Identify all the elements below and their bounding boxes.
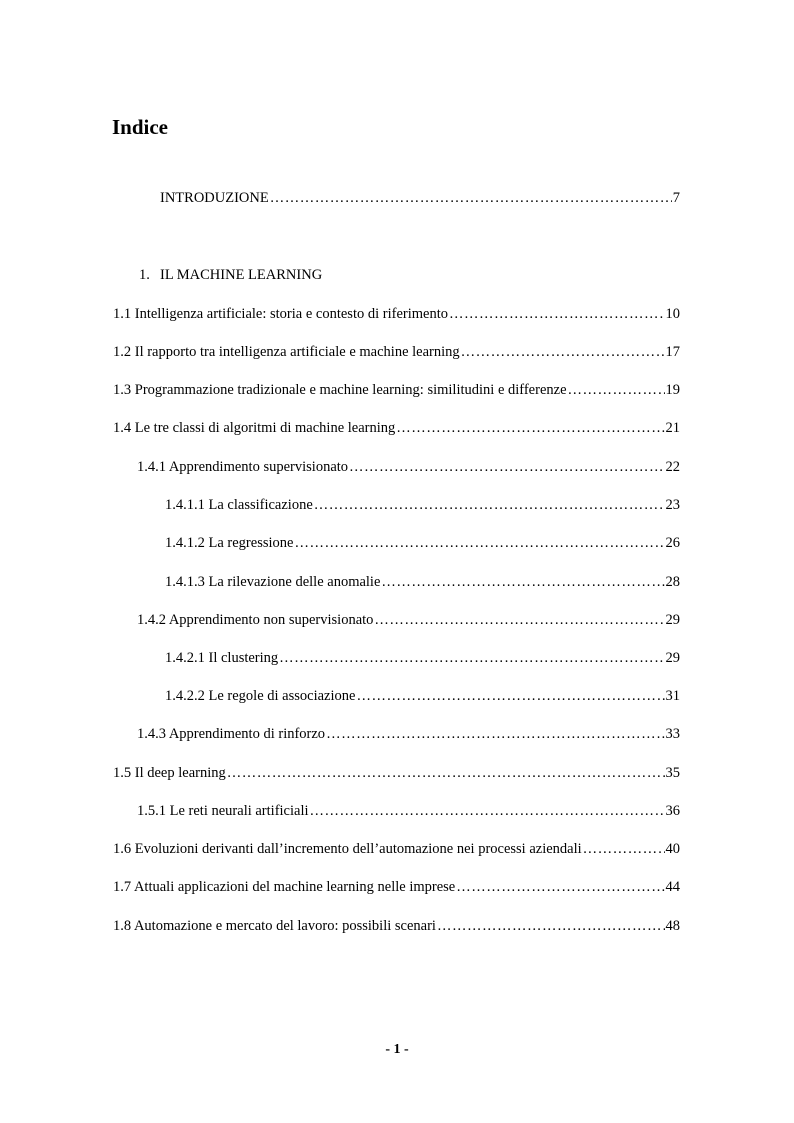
toc-entry-page: 23: [665, 497, 680, 513]
dot-leader: [583, 839, 665, 859]
toc-entry-1-1: [113, 304, 680, 324]
toc-entry-introduzione: [160, 188, 680, 208]
toc-entry-page: 19: [665, 382, 680, 398]
toc-entry-page: 36: [665, 803, 680, 819]
toc-entry-page: 35: [665, 765, 680, 781]
toc-entry-label: 1.4.1.1 La classificazione: [165, 497, 313, 513]
toc-entry-1-5: [113, 763, 680, 783]
toc-entry-label: 1.5 Il deep learning: [113, 765, 226, 781]
toc-entry-page: 28: [665, 574, 680, 590]
toc-entry-1-4-3: [137, 724, 680, 744]
page-title: Indice: [112, 115, 169, 139]
toc-entry-1-5-1: [137, 801, 680, 821]
toc-entry-page: 21: [665, 420, 680, 436]
toc-entry-page: 29: [665, 612, 680, 628]
dot-leader: [356, 686, 664, 706]
toc-entry-label: 1.4 Le tre classi di algoritmi di machine learning: [113, 420, 396, 436]
toc-entry-label: 1.4.3 Apprendimento di rinforzo: [137, 726, 326, 742]
dot-leader: [437, 916, 665, 936]
dot-leader: [326, 724, 664, 744]
toc-entry-label: 1.3 Programmazione tradizionale e machine learning: similitudini e differenze: [113, 382, 567, 398]
toc-entry-label: 1.4.1.3 La rilevazione delle anomalie: [165, 574, 381, 590]
chapter-title: IL MACHINE LEARNING: [160, 267, 323, 283]
page-number: - 1 -: [385, 1042, 409, 1057]
toc-entry-label: 1.2 Il rapporto tra intelligenza artificiale e machine learning: [113, 344, 460, 360]
toc-entry-label: 1.4.2.1 Il clustering: [165, 650, 279, 666]
dot-leader: [449, 304, 665, 324]
chapter-number: 1.: [139, 267, 150, 283]
dot-leader: [456, 877, 664, 897]
toc-entry-1-8: [113, 916, 680, 936]
toc-entry-page: 26: [665, 535, 680, 551]
toc-entry-1-4: [113, 418, 680, 438]
chapter-heading: [139, 265, 322, 285]
toc-entry-page: 44: [665, 879, 680, 895]
toc-entry-1-4-2-1: [165, 648, 680, 668]
toc-entry-page: 31: [665, 688, 680, 704]
dot-leader: [568, 380, 665, 400]
toc-entry-page: 33: [665, 726, 680, 742]
toc-entry-label: 1.1 Intelligenza artificiale: storia e contesto di riferimento: [113, 306, 448, 322]
toc-entry-label: 1.6 Evoluzioni derivanti dall’incremento dell’automazione nei processi aziendali: [113, 841, 582, 857]
toc-entry-1-4-1-3: [165, 572, 680, 592]
toc-entry-label: 1.4.1.2 La regressione: [165, 535, 294, 551]
toc-entry-page: 22: [665, 459, 680, 475]
toc-entry-1-4-2-2: [165, 686, 680, 706]
toc-entry-1-4-2: [137, 610, 680, 630]
dot-leader: [396, 418, 664, 438]
toc-entry-page: 29: [665, 650, 680, 666]
toc-entry-label: 1.7 Attuali applicazioni del machine learning nelle imprese: [113, 879, 456, 895]
toc-entry-1-3: [113, 380, 680, 400]
toc-entry-label: 1.5.1 Le reti neurali artificiali: [137, 803, 309, 819]
toc-entry-page: 48: [665, 918, 680, 934]
dot-leader: [270, 188, 672, 208]
dot-leader: [314, 495, 665, 515]
dot-leader: [461, 342, 665, 362]
toc-entry-page: 17: [665, 344, 680, 360]
toc-entry-1-4-1-1: [165, 495, 680, 515]
toc-entry-1-4-1: [137, 457, 680, 477]
toc-entry-label: 1.4.2.2 Le regole di associazione: [165, 688, 356, 704]
toc-entry-label: INTRODUZIONE: [160, 190, 269, 206]
toc-entry-page: 7: [672, 190, 680, 206]
toc-entry-1-6: [113, 839, 680, 859]
dot-leader: [349, 457, 664, 477]
toc-entry-page: 10: [665, 306, 680, 322]
toc-entry-label: 1.4.1 Apprendimento supervisionato: [137, 459, 349, 475]
dot-leader: [227, 763, 665, 783]
dot-leader: [310, 801, 665, 821]
toc-entry-label: 1.4.2 Apprendimento non supervisionato: [137, 612, 374, 628]
toc-entry-page: 40: [665, 841, 680, 857]
toc-entry-1-2: [113, 342, 680, 362]
dot-leader: [294, 533, 664, 553]
dot-leader: [381, 572, 664, 592]
toc-entry-1-7: [113, 877, 680, 897]
toc-entry-label: 1.8 Automazione e mercato del lavoro: possibili scenari: [113, 918, 436, 934]
dot-leader: [374, 610, 664, 630]
toc-entry-1-4-1-2: [165, 533, 680, 553]
dot-leader: [279, 648, 664, 668]
